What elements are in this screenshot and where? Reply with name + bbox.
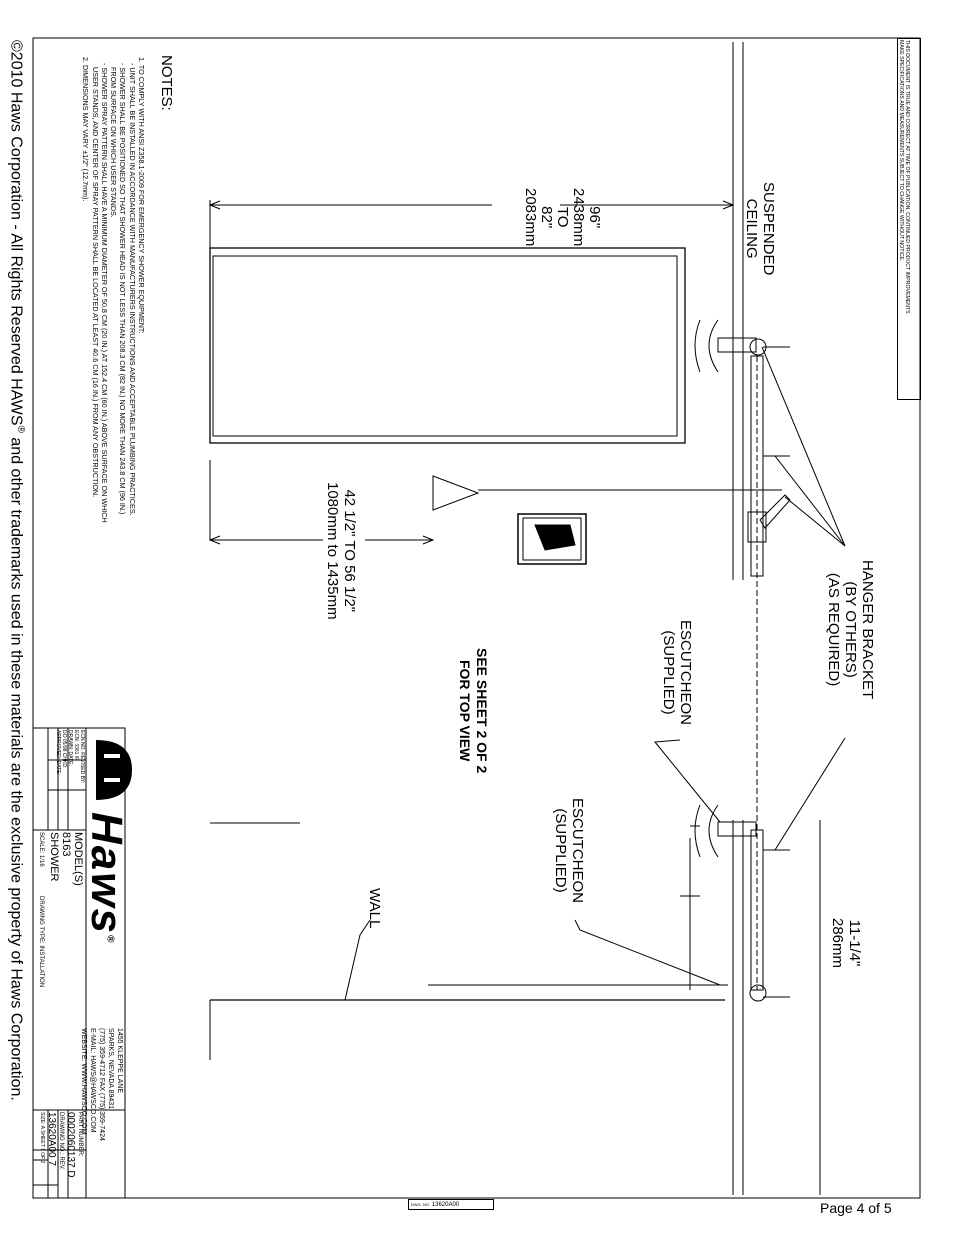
shower-head-fitting (718, 822, 756, 836)
part-number-label: PART NUMBER: (77, 1112, 83, 1157)
label-line: ESCUTCHEON (677, 620, 694, 726)
copyright-reg: ® (15, 425, 26, 433)
logo-text: Haws (82, 812, 131, 935)
label-line: ESCUTCHEON (569, 798, 586, 904)
label-line: 1080mm to 1435mm (324, 482, 341, 620)
drawing-border (33, 38, 920, 1198)
label-line: (SUPPLIED) (552, 808, 569, 893)
address-line: SPARKS, NEVADA 89431 (107, 1028, 114, 1110)
drawing-type: DRAWING TYPE: INSTALLATION (38, 896, 44, 988)
shower-sign-figure (535, 525, 575, 550)
disclaimer-line-1: THIS DOCUMENT IS TRUE AND CORRECT AT TIME OF PUBLICATION. CONTINUED PRODUCT IMPROVEMENTS (904, 40, 910, 314)
label-line: 82" (538, 206, 555, 229)
label-line: 11-1/4" (846, 919, 863, 967)
label-line: 286mm (829, 918, 846, 969)
copyright-text-a: ©2010 Haws Corporation - All Rights Reserved HAWS (7, 40, 25, 426)
approved-date-label: DATE: (55, 760, 61, 775)
label-line: TO (554, 206, 571, 228)
rev-label: REV. (58, 1156, 64, 1170)
offset-dimension-label (829, 918, 863, 968)
leader-line (775, 738, 845, 850)
ecn-value: ECN: 3361 (73, 730, 79, 755)
note-line: - SHOWER SPRAY PATTERN SHALL HAVE A MINIMUM DIAMETER OF 50.8 CM (20 IN.) AT 152.4 CM (60 IN.) ABOVE SURFACE ON WHICH (99, 57, 109, 523)
leader-line (775, 456, 845, 546)
shower-head (709, 805, 718, 857)
label-line: (BY OTHERS) (842, 581, 859, 678)
label-line: 2083mm (522, 188, 539, 247)
escutcheon-label-1 (660, 620, 694, 725)
notes-title: NOTES: (158, 55, 175, 111)
disclaimer-line-2: MAKE SPECIFICATIONS AND MEASUREMENTS SUBJECT TO CHANGE WITHOUT NOTICE. (898, 40, 904, 262)
hanger-bracket-label (825, 560, 876, 699)
escutcheon-label-2 (552, 798, 586, 903)
leader-line (345, 920, 370, 1000)
sheet-value: SHEET 1 OF 2 (39, 1130, 45, 1164)
label-line: 42 1/2" TO 56 1/2" (341, 489, 358, 613)
ecn-label: ECN NO. (79, 730, 85, 751)
shower-head (695, 805, 700, 857)
date-label: DATE: (67, 751, 73, 766)
dwg-no-value: 13620A00 (431, 1202, 460, 1208)
label-line: SUSPENDED (760, 182, 777, 276)
leader-line (655, 740, 720, 822)
address-line: (775) 359-4712 FAX (775) 359-7424 (98, 1028, 105, 1141)
part-rev: D (65, 1170, 76, 1178)
label-line: (AS REQUIRED) (825, 572, 842, 687)
pull-handle-triangle (433, 476, 478, 510)
drawing-no: 13620A00 (46, 1112, 57, 1158)
size-value: SIZE: A (39, 1112, 45, 1129)
pull-height-dimension-label (324, 482, 358, 620)
revised-by-label: REVISED BY: (79, 752, 85, 784)
haws-logo-text (81, 812, 131, 944)
elbow-fitting (750, 985, 766, 1001)
label-line: CEILING (743, 198, 760, 259)
label-line: SEE SHEET 2 OF 2 (474, 648, 490, 774)
company-address (79, 1028, 124, 1141)
revision-block (55, 730, 85, 783)
haws-logo-mark (96, 740, 132, 800)
copyright-text-b: and other trademarks used in these materials are the exclusive property of Haws Corporation. (7, 432, 25, 1101)
drawn-label: DRAWN: (67, 730, 73, 751)
suspended-ceiling-label (743, 182, 777, 275)
wall-label: WALL (366, 888, 383, 929)
drawing-no-label: DRAWING NO.: (58, 1112, 64, 1155)
label-line: 96" (586, 206, 603, 229)
leader-line (762, 347, 845, 546)
model-description: SHOWER (48, 832, 60, 882)
note-line: - SHOWER SHALL BE POSITIONED SO THAT SHOWER HEAD IS NOT LESS THAN 208.3 CM (82 IN.) NO MORE THAN 243.8 CM (96 IN.) (118, 57, 128, 515)
part-number: 0002060137 (65, 1112, 76, 1168)
door-frame-inner (213, 256, 677, 436)
scale-value: SCALE: 1/16 (38, 832, 44, 867)
chkd-label: CHKD: (61, 752, 67, 769)
address-line: E-MAIL: HAWS@HAWSCO.COM (89, 1028, 96, 1133)
label-line: 2438mm (570, 188, 587, 247)
drawn-value: DO (61, 730, 67, 738)
label-line: (SUPPLIED) (660, 630, 677, 715)
address-line: WEBSITE: WWW.HAWSCO.COM (80, 1028, 87, 1135)
shower-head (709, 320, 718, 372)
label-line: HANGER BRACKET (859, 560, 876, 700)
logo-reg: ® (104, 934, 116, 945)
leader-line (575, 920, 720, 985)
part-number-block (37, 1112, 84, 1178)
page-number: Page 4 of 5 (820, 1200, 892, 1216)
note-line: 2. DIMENSIONS MAY VARY ±1/2" (12.7mm). (81, 57, 91, 202)
note-line: 1. TO COMPLY WITH ANSI Z358.1-2009 FOR EMERGENCY SHOWER EQUIPMENT: (137, 57, 146, 334)
model-number: 8163 (60, 832, 72, 857)
model-label: MODEL(S) (72, 832, 84, 886)
leader-line (785, 497, 845, 546)
rev-value: 7 (46, 1160, 57, 1166)
height-dimension-label (522, 188, 602, 246)
address-line: 1455 KLEPPE LANE (116, 1028, 123, 1093)
model-block (48, 832, 84, 886)
revised-by-value: IR (73, 755, 79, 761)
date-value: 05/98 (61, 738, 67, 752)
approved-label: APPROVED: (55, 730, 61, 760)
scale-field (36, 832, 45, 987)
see-sheet-note (456, 648, 490, 773)
note-line: FROM SURFACE ON WHICH USER STANDS. (109, 57, 119, 218)
shower-head (695, 320, 700, 372)
note-line: USER STANDS, AND CENTER OF SPRAY PATTERN SHALL BE LOCATED AT LEAST 40.6 CM (16 IN.) FROM ANY OBSTRUCTION. (90, 57, 100, 498)
label-line: FOR TOP VIEW (457, 659, 473, 762)
note-line: - UNIT SHALL BE INSTALLED IN ACCORDANCE WITH MANUFACTURERS INSTRUCTIONS AND ACCEPTABLE PLUMBING PRACTICES. (127, 57, 137, 516)
door-frame-outer (210, 248, 685, 443)
dwg-no-label: DWG. NO. (411, 1202, 431, 1207)
